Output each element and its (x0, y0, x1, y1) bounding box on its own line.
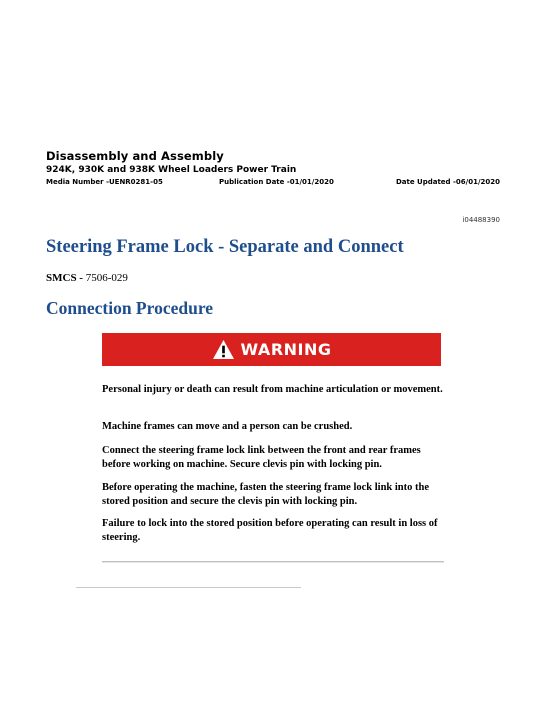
section-heading: Connection Procedure (46, 298, 214, 318)
warning-divider (102, 561, 444, 563)
warning-label: WARNING (240, 340, 332, 359)
smcs-line (46, 272, 128, 284)
warning-banner (102, 333, 441, 366)
page-title: Steering Frame Lock - Separate and Connect (46, 237, 404, 257)
warning-paragraph: Machine frames can move and a person can be crushed. (102, 421, 353, 432)
media-number: Media Number -UENR0281-05 (46, 178, 163, 186)
warning-paragraph: Personal injury or death can result from machine articulation or movement. (102, 384, 443, 395)
date-updated: Date Updated -06/01/2020 (395, 178, 500, 186)
document-id: i04488390 (462, 216, 500, 224)
section-divider (76, 587, 301, 588)
manual-subtitle: 924K, 930K and 938K Wheel Loaders Power Train (46, 165, 297, 175)
warning-paragraph: Connect the steering frame lock link between the front and rear frames before working on machine. Secure clevis pin with locking pin. (102, 445, 421, 470)
warning-paragraph: Before operating the machine, fasten the steering frame lock link into the stored position and secure the clevis pin with locking pin. (102, 482, 430, 507)
smcs-code: 7506-029 (82, 272, 128, 284)
smcs-label: SMCS - (46, 272, 83, 284)
warning-paragraph: Failure to lock into the stored position before operating can result in loss of steering. (102, 518, 438, 543)
warning-triangle-icon (212, 339, 235, 360)
manual-title: Disassembly and Assembly (46, 149, 224, 163)
publication-date: Publication Date -01/01/2020 (219, 178, 334, 186)
